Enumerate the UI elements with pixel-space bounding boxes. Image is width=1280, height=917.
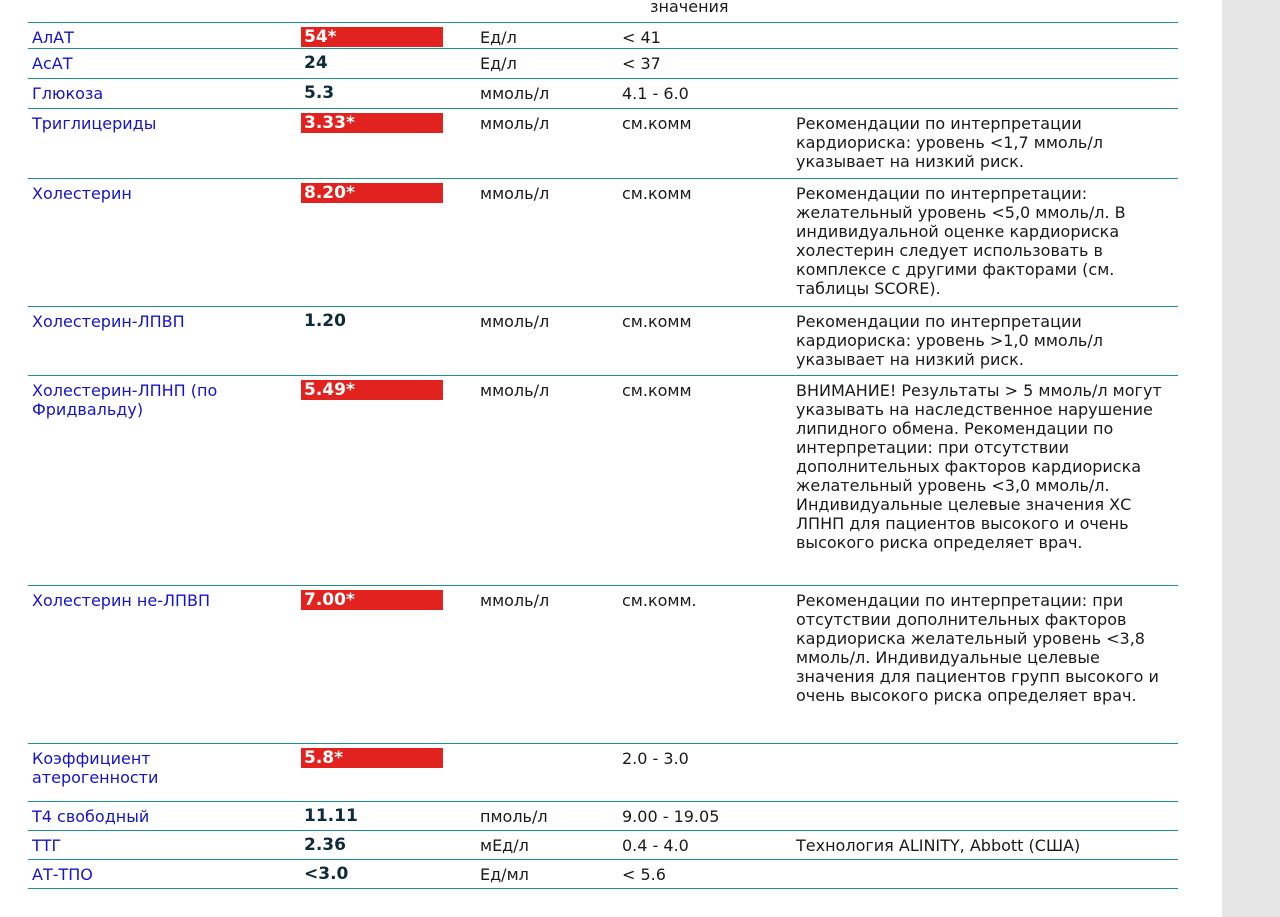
- unit: ммоль/л: [480, 312, 550, 331]
- reference-range: см.комм: [622, 312, 692, 331]
- ref-column-header-tail: значения: [650, 0, 729, 16]
- unit: ммоль/л: [480, 591, 550, 610]
- comment: Рекомендации по интерпретации кардиориска: уровень >1,0 ммоль/л указывает на низкий риск.: [796, 312, 1103, 369]
- flagged-value: 5.8*: [301, 748, 443, 768]
- result-value: <3.0: [304, 864, 349, 884]
- analyte-name: Холестерин-ЛПВП: [32, 312, 185, 331]
- unit: ммоль/л: [480, 84, 550, 103]
- analyte-name: АТ-ТПО: [32, 865, 93, 884]
- flagged-value: 3.33*: [301, 113, 443, 133]
- analyte-name: Холестерин: [32, 184, 132, 203]
- reference-range: см.комм: [622, 184, 692, 203]
- table-row: [28, 306, 1178, 375]
- analyte-name: ТТГ: [32, 836, 62, 855]
- analyte-name: АсАТ: [32, 54, 73, 73]
- result-value: 1.20: [304, 311, 346, 331]
- results-rows: [28, 22, 1178, 889]
- table-row: [28, 801, 1178, 830]
- table-row: [28, 178, 1178, 306]
- table-row: [28, 375, 1178, 585]
- right-gutter: [1222, 0, 1280, 917]
- analyte-name: Триглицериды: [32, 114, 157, 133]
- reference-range: < 37: [622, 54, 661, 73]
- table-row: [28, 743, 1178, 801]
- reference-range: см.комм: [622, 381, 692, 400]
- comment: Рекомендации по интерпретации: при отсутствии дополнительных факторов кардиориска желательный уровень <3,8 ммоль/л. Индивидуальные целевые значения для пациентов групп высокого и очень высокого риска определяет врач.: [796, 591, 1159, 705]
- result-value: 5.3: [304, 83, 335, 103]
- flagged-value: 5.49*: [301, 380, 443, 400]
- analyte-name: АлАТ: [32, 28, 74, 47]
- table-row: [28, 48, 1178, 78]
- reference-range: 0.4 - 4.0: [622, 836, 689, 855]
- unit: мЕд/л: [480, 836, 529, 855]
- comment: ВНИМАНИЕ! Результаты > 5 ммоль/л могут указывать на наследственное нарушение липидного обмена. Рекомендации по интерпретации: при отсутствии дополнительных факторов кардиориска желательный уровень <3,0 ммоль/л. Индивидуальные целевые значения ХС ЛПНП для пациентов высокого и очень высокого риска определяет врач.: [796, 381, 1162, 552]
- unit: Ед/мл: [480, 865, 529, 884]
- unit: ммоль/л: [480, 114, 550, 133]
- reference-range: 4.1 - 6.0: [622, 84, 689, 103]
- table-row: [28, 22, 1178, 48]
- analyte-name: Холестерин-ЛПНП (по Фридвальду): [32, 381, 218, 419]
- table-row: [28, 859, 1178, 889]
- analyte-name: Коэффициент атерогенности: [32, 749, 159, 787]
- table-row: [28, 78, 1178, 108]
- reference-range: см.комм: [622, 114, 692, 133]
- comment: Рекомендации по интерпретации: желательный уровень <5,0 ммоль/л. В индивидуальной оценке кардиориска холестерин следует использовать в комплексе с другими факторами (см. таблицы SCORE).: [796, 184, 1126, 298]
- reference-range: 2.0 - 3.0: [622, 749, 689, 768]
- table-row: [28, 830, 1178, 859]
- reference-range: < 41: [622, 28, 661, 47]
- flagged-value: 7.00*: [301, 590, 443, 610]
- unit: Ед/л: [480, 28, 517, 47]
- table-row: [28, 585, 1178, 743]
- unit: Ед/л: [480, 54, 517, 73]
- result-value: 2.36: [304, 835, 346, 855]
- flagged-value: 54*: [301, 27, 443, 47]
- comment: Технология ALINITY, Abbott (США): [796, 836, 1081, 855]
- result-value: 11.11: [304, 806, 358, 826]
- reference-range: см.комм.: [622, 591, 697, 610]
- flagged-value: 8.20*: [301, 183, 443, 203]
- reference-range: < 5.6: [622, 865, 666, 884]
- comment: Рекомендации по интерпретации кардиориска: уровень <1,7 ммоль/л указывает на низкий риск.: [796, 114, 1103, 171]
- analyte-name: Т4 свободный: [32, 807, 150, 826]
- table-row: [28, 108, 1178, 178]
- reference-range: 9.00 - 19.05: [622, 807, 720, 826]
- result-value: 24: [304, 53, 328, 73]
- unit: ммоль/л: [480, 184, 550, 203]
- unit: пмоль/л: [480, 807, 548, 826]
- analyte-name: Глюкоза: [32, 84, 104, 103]
- unit: ммоль/л: [480, 381, 550, 400]
- analyte-name: Холестерин не-ЛПВП: [32, 591, 211, 610]
